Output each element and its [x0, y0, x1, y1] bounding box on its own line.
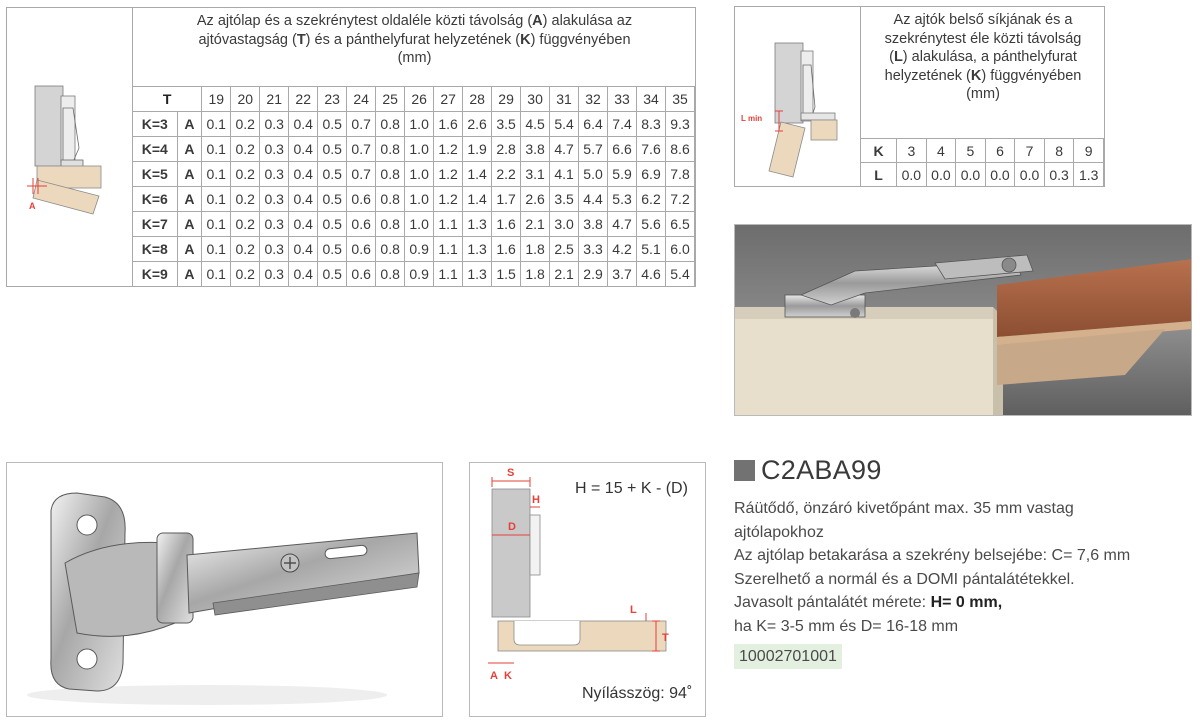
table-a-row-a-label: A: [177, 162, 202, 187]
table-a-cell: 0.4: [289, 237, 318, 262]
table-a-cell: 2.5: [550, 237, 579, 262]
table-a-t-header: 29: [492, 87, 521, 112]
table-a-cell: 0.1: [202, 162, 231, 187]
table-a-cell: 5.4: [666, 262, 695, 287]
table-a-cell: 0.4: [289, 137, 318, 162]
table-a-corner-label: T: [133, 87, 202, 112]
table-a-box: [6, 7, 696, 287]
table-a-cell: 6.9: [637, 162, 666, 187]
table-a-cell: 0.3: [260, 137, 289, 162]
table-a-cell: 2.6: [463, 112, 492, 137]
table-a-t-header: 21: [260, 87, 289, 112]
table-a-cell: 0.8: [376, 237, 405, 262]
table-a-cell: 1.2: [434, 137, 463, 162]
table-a-row-k-label: K=6: [133, 187, 178, 212]
table-a-row-k-label: K=3: [133, 112, 178, 137]
table-a-cell: 0.1: [202, 212, 231, 237]
table-a-cell: 0.6: [347, 212, 376, 237]
dim-label-k: K: [504, 670, 512, 682]
table-l-title-line-3: (L) alakulása, a pánthelyfurat: [889, 49, 1077, 65]
table-a-cell: 3.5: [492, 112, 521, 137]
table-a-row: [133, 162, 695, 187]
table-a-cell: 0.8: [376, 212, 405, 237]
diagram-label-a: A: [29, 201, 36, 211]
table-a-t-header: 22: [289, 87, 318, 112]
table-a-row-k-label: K=7: [133, 212, 178, 237]
dim-label-l: L: [630, 604, 637, 616]
table-a-cell: 3.8: [521, 137, 550, 162]
product-header: [734, 455, 1194, 486]
table-a-cell: 5.9: [608, 162, 637, 187]
table-l-k-cell: 3: [897, 139, 927, 163]
table-a-cell: 3.0: [550, 212, 579, 237]
table-a-cell: 1.0: [405, 112, 434, 137]
table-a-cell: 1.8: [521, 262, 550, 287]
table-l-l-cell: 0.0: [1015, 163, 1045, 187]
dimension-diagram-box: [469, 462, 706, 717]
table-a-cell: 4.1: [550, 162, 579, 187]
table-a-cell: 0.3: [260, 237, 289, 262]
table-a-title-line-2: ajtóvastagság (T) és a pánthelyfurat helyzetének (K) függvényében: [198, 31, 631, 48]
table-a-title: [133, 8, 696, 78]
table-a-cell: 6.0: [666, 237, 695, 262]
table-a-cell: 0.8: [376, 262, 405, 287]
table-a-cell: 1.7: [492, 187, 521, 212]
table-a-row-k-label: K=5: [133, 162, 178, 187]
table-a-t-header: 32: [579, 87, 608, 112]
table-a-cell: 0.2: [231, 237, 260, 262]
table-a-cell: 3.5: [550, 187, 579, 212]
table-a-cell: 0.2: [231, 137, 260, 162]
table-a-cell: 2.1: [521, 212, 550, 237]
product-line-2: ajtólapokhoz: [734, 523, 824, 541]
table-a: [132, 86, 695, 287]
hinge-mounted-photo: [734, 224, 1192, 416]
product-code: C2ABA99: [761, 455, 882, 485]
table-a-cell: 2.9: [579, 262, 608, 287]
table-a-cell: 5.4: [550, 112, 579, 137]
table-a-cell: 1.0: [405, 187, 434, 212]
product-info: [734, 455, 1194, 669]
table-a-cell: 0.3: [260, 262, 289, 287]
table-a-cell: 2.8: [492, 137, 521, 162]
table-a-cell: 2.2: [492, 162, 521, 187]
table-a-cell: 1.0: [405, 212, 434, 237]
table-a-cell: 1.2: [434, 187, 463, 212]
table-a-row-k-label: K=9: [133, 262, 178, 287]
dim-label-h: H: [532, 494, 540, 506]
table-a-t-header: 31: [550, 87, 579, 112]
table-a-cell: 0.1: [202, 187, 231, 212]
table-a-cell: 0.8: [376, 162, 405, 187]
table-a-t-header: 30: [521, 87, 550, 112]
table-a-row-a-label: A: [177, 112, 202, 137]
table-a-cell: 1.1: [434, 237, 463, 262]
table-l-l-cell: 0.0: [897, 163, 927, 187]
table-a-cell: 7.2: [666, 187, 695, 212]
table-a-cell: 4.6: [637, 262, 666, 287]
table-l-l-cell: 0.0: [956, 163, 986, 187]
table-l-title-line-4: helyzetének (K) függvényében: [884, 67, 1082, 84]
table-a-cell: 0.3: [260, 162, 289, 187]
table-l-title-line-2: szekrénytest éle közti távolság: [884, 30, 1082, 47]
table-a-t-header: 33: [608, 87, 637, 112]
table-a-cell: 0.7: [347, 112, 376, 137]
product-line-3: Az ajtólap betakarása a szekrény belsejébe: C= 7,6 mm: [734, 547, 1131, 564]
table-a-cell: 0.1: [202, 237, 231, 262]
table-a-cell: 1.0: [405, 162, 434, 187]
table-a-cell: 1.4: [463, 162, 492, 187]
table-a-cell: 4.7: [550, 137, 579, 162]
table-a-cell: 1.3: [463, 237, 492, 262]
table-l-k-cell: 9: [1074, 139, 1104, 163]
table-a-cell: 7.8: [666, 162, 695, 187]
dim-label-a: A: [490, 670, 498, 682]
table-a-cell: 7.6: [637, 137, 666, 162]
table-l-k-cell: 7: [1015, 139, 1045, 163]
table-a-cell: 6.2: [637, 187, 666, 212]
table-a-cell: 0.5: [318, 187, 347, 212]
table-a-cell: 8.6: [666, 137, 695, 162]
table-a-cell: 1.5: [492, 262, 521, 287]
table-a-cell: 0.7: [347, 162, 376, 187]
table-l-k-cell: 5: [956, 139, 986, 163]
table-a-cell: 0.3: [260, 212, 289, 237]
table-l-title-line-5: (mm): [966, 86, 1000, 102]
table-l-l-row: [861, 163, 1104, 187]
table-a-cell: 0.2: [231, 162, 260, 187]
table-a-cell: 1.3: [463, 262, 492, 287]
table-a-cell: 5.6: [637, 212, 666, 237]
opening-angle-text: Nyílásszög: 94˚: [582, 685, 693, 702]
table-a-cell: 1.1: [434, 212, 463, 237]
dim-label-s: S: [507, 467, 515, 479]
table-l-l-cell: 0.0: [985, 163, 1015, 187]
product-line-4: Szerelhető a normál és a DOMI pántalátétekkel.: [734, 570, 1075, 588]
table-a-cell: 5.0: [579, 162, 608, 187]
table-a-cell: 3.7: [608, 262, 637, 287]
table-a-row: [133, 112, 695, 137]
table-a-cell: 5.3: [608, 187, 637, 212]
table-l-box: [734, 6, 1105, 187]
table-a-row: [133, 212, 695, 237]
table-a-cell: 0.5: [318, 212, 347, 237]
table-a-cell: 0.9: [405, 262, 434, 287]
table-a-cell: 0.2: [231, 262, 260, 287]
table-a-cell: 0.2: [231, 187, 260, 212]
table-a-cell: 1.6: [434, 112, 463, 137]
table-a-t-header: 27: [434, 87, 463, 112]
table-l: [860, 138, 1104, 187]
table-a-cell: 3.8: [579, 212, 608, 237]
table-a-cell: 1.6: [492, 212, 521, 237]
table-a-t-header: 24: [347, 87, 376, 112]
table-a-t-header: 34: [637, 87, 666, 112]
product-code-marker-icon: [734, 460, 755, 481]
table-a-cell: 0.3: [260, 112, 289, 137]
table-a-cell: 0.5: [318, 237, 347, 262]
table-a-row: [133, 262, 695, 287]
table-a-cell: 1.0: [405, 137, 434, 162]
table-a-row-a-label: A: [177, 187, 202, 212]
table-a-cell: 1.3: [463, 212, 492, 237]
table-l-k-cell: 4: [926, 139, 956, 163]
table-a-cell: 0.5: [318, 162, 347, 187]
table-a-row-k-label: K=8: [133, 237, 178, 262]
table-a-t-header: 23: [318, 87, 347, 112]
table-a-cell: 0.9: [405, 237, 434, 262]
table-a-cell: 1.8: [521, 237, 550, 262]
hinge-diagram-l: [735, 7, 861, 186]
table-a-cell: 0.4: [289, 187, 318, 212]
table-a-cell: 5.1: [637, 237, 666, 262]
table-a-cell: 8.3: [637, 112, 666, 137]
table-a-row-k-label: K=4: [133, 137, 178, 162]
table-a-cell: 0.1: [202, 137, 231, 162]
table-a-cell: 4.2: [608, 237, 637, 262]
table-a-cell: 0.4: [289, 262, 318, 287]
table-a-row-a-label: A: [177, 137, 202, 162]
table-l-l-cell: 0.3: [1044, 163, 1074, 187]
table-a-cell: 7.4: [608, 112, 637, 137]
table-a-cell: 0.6: [347, 187, 376, 212]
table-a-title-line-1: Az ajtólap és a szekrénytest oldaléle közti távolság (A) alakulása az: [196, 13, 633, 29]
product-line-6: ha K= 3-5 mm és D= 16-18 mm: [734, 617, 959, 635]
table-a-cell: 3.3: [579, 237, 608, 262]
table-a-cell: 0.4: [289, 212, 318, 237]
table-l-k-row: [861, 139, 1104, 163]
table-a-cell: 1.6: [492, 237, 521, 262]
article-number: 10002701001: [734, 644, 842, 669]
table-l-l-label: L: [861, 163, 897, 187]
table-a-cell: 0.2: [231, 112, 260, 137]
table-a-row: [133, 237, 695, 262]
dim-label-t: T: [662, 632, 669, 644]
table-a-cell: 0.1: [202, 262, 231, 287]
table-a-cell: 6.5: [666, 212, 695, 237]
table-a-cell: 0.8: [376, 112, 405, 137]
table-a-cell: 0.5: [318, 262, 347, 287]
table-a-cell: 0.4: [289, 162, 318, 187]
table-l-title: [861, 7, 1105, 137]
product-line-1: Ráütődő, önzáró kivetőpánt max. 35 mm vastag: [734, 500, 1074, 517]
table-a-cell: 0.4: [289, 112, 318, 137]
table-a-cell: 0.6: [347, 262, 376, 287]
table-l-l-cell: 0.0: [926, 163, 956, 187]
table-a-row: [133, 187, 695, 212]
table-a-cell: 2.1: [550, 262, 579, 287]
table-a-cell: 9.3: [666, 112, 695, 137]
table-a-cell: 1.9: [463, 137, 492, 162]
table-a-row-a-label: A: [177, 212, 202, 237]
table-a-cell: 3.1: [521, 162, 550, 187]
table-a-cell: 2.6: [521, 187, 550, 212]
dim-label-d: D: [508, 521, 516, 533]
table-a-cell: 0.6: [347, 237, 376, 262]
product-line-5: Javasolt pántalátét mérete: H= 0 mm,: [734, 594, 1003, 611]
table-a-cell: 0.7: [347, 137, 376, 162]
table-a-t-header: 35: [666, 87, 695, 112]
table-a-cell: 6.6: [608, 137, 637, 162]
table-l-title-line-1: Az ajtók belső síkjának és a: [893, 12, 1073, 28]
table-l-k-cell: 6: [985, 139, 1015, 163]
table-l-k-cell: 8: [1044, 139, 1074, 163]
table-a-cell: 5.7: [579, 137, 608, 162]
table-l-k-label: K: [861, 139, 897, 163]
table-a-cell: 0.3: [260, 187, 289, 212]
table-a-title-line-3: (mm): [397, 50, 432, 66]
table-a-cell: 6.4: [579, 112, 608, 137]
table-a-t-header: 20: [231, 87, 260, 112]
table-a-cell: 1.1: [434, 262, 463, 287]
table-a-cell: 4.4: [579, 187, 608, 212]
table-a-t-header: 25: [376, 87, 405, 112]
diagram-label-lmin: L min: [741, 114, 763, 123]
table-l-l-cell: 1.3: [1074, 163, 1104, 187]
table-a-t-header: 19: [202, 87, 231, 112]
table-a-cell: 0.5: [318, 112, 347, 137]
hinge-product-photo: [6, 462, 443, 717]
table-a-cell: 0.5: [318, 137, 347, 162]
table-a-row-a-label: A: [177, 262, 202, 287]
table-a-t-header: 26: [405, 87, 434, 112]
table-a-cell: 4.5: [521, 112, 550, 137]
table-a-cell: 0.2: [231, 212, 260, 237]
table-a-row: [133, 137, 695, 162]
table-a-cell: 0.1: [202, 112, 231, 137]
hinge-diagram-a: [7, 8, 133, 286]
table-a-t-header: 28: [463, 87, 492, 112]
table-a-cell: 0.8: [376, 187, 405, 212]
table-a-cell: 0.8: [376, 137, 405, 162]
table-a-header-row: [133, 87, 695, 112]
table-a-cell: 1.4: [463, 187, 492, 212]
formula-text: H = 15 + K - (D): [575, 480, 688, 497]
table-a-row-a-label: A: [177, 237, 202, 262]
product-description: [734, 497, 1194, 638]
table-a-cell: 4.7: [608, 212, 637, 237]
table-a-cell: 1.2: [434, 162, 463, 187]
